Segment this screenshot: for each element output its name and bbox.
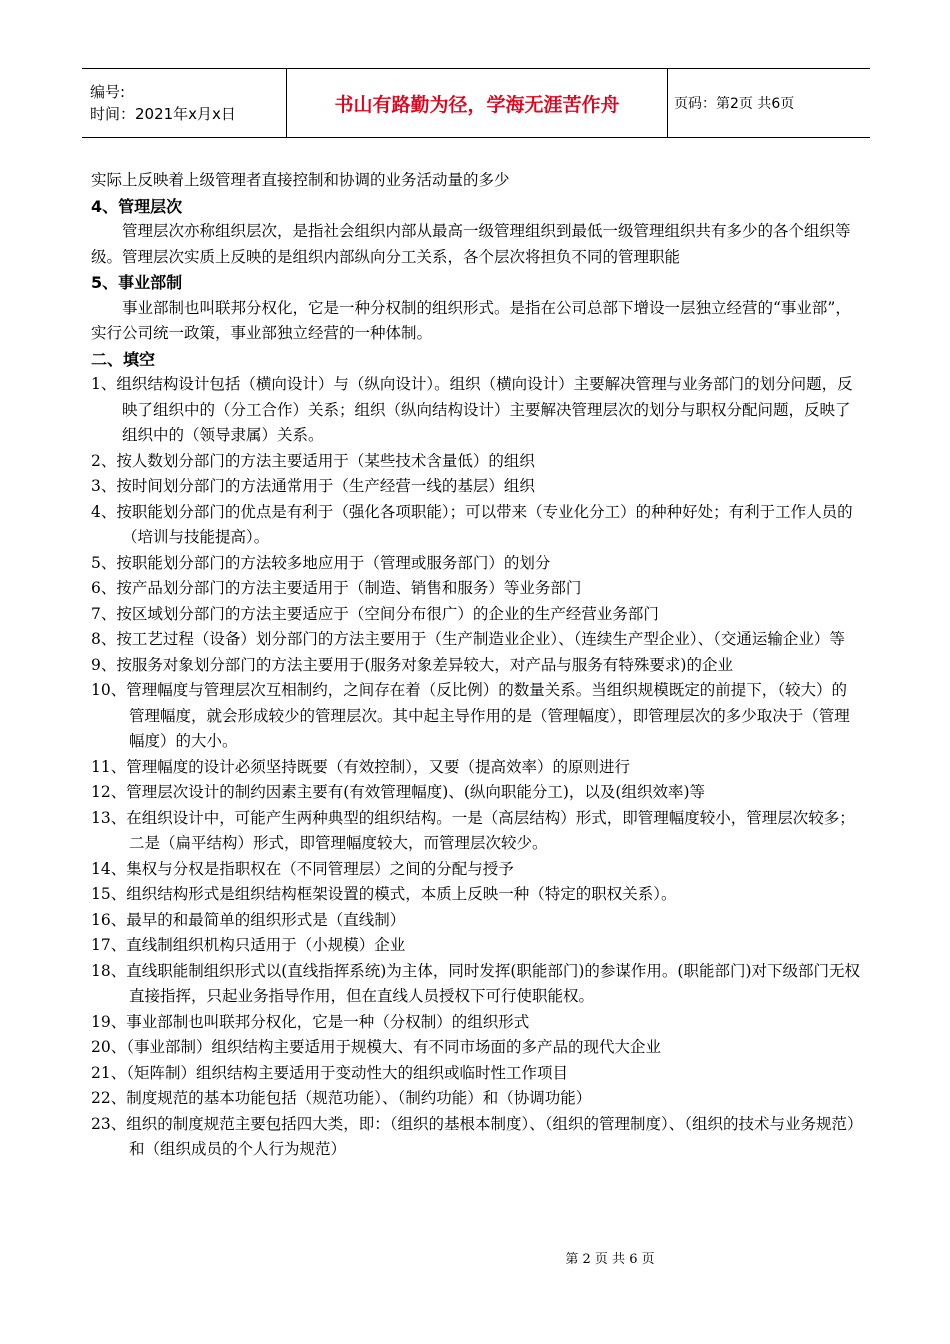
- list-item: 5、按职能划分部门的方法较多地应用于（管理或服务部门）的划分: [91, 553, 551, 572]
- doc-number-label: 编号:: [90, 83, 126, 101]
- list-item: 22、制度规范的基本功能包括（规范功能）、（制约功能）和（协调功能）: [91, 1089, 592, 1107]
- list-item: 8、按工艺过程（设备）划分部门的方法主要用于（生产制造业企业）、（连续生产型企业）、（交通运输企业）等: [91, 630, 845, 648]
- header-meta: [82, 69, 287, 137]
- list-item: 19、事业部制也叫联邦分权化，它是一种（分权制）的组织形式: [91, 1012, 530, 1031]
- section-heading: 二、填空: [91, 349, 156, 369]
- header-motto: 书山有路勤为径，学海无涯苦作舟: [287, 69, 668, 137]
- paragraph: 实际上反映着上级管理者直接控制和协调的业务活动量的多少: [91, 171, 510, 189]
- list-item: 2、按人数划分部门的方法主要适用于（某些技术含量低）的组织: [91, 451, 535, 470]
- list-item: 13、在组织设计中，可能产生两种典型的组织结构。一是（高层结构）形式，即管理幅度较小，管理层次较多；二是（扁平结构）形式，即管理幅度较大，而管理层次较少。: [91, 808, 855, 852]
- doc-time-label: 时间：2021年x月x日: [90, 105, 236, 123]
- document-body: [91, 168, 861, 1163]
- list-item: 14、集权与分权是指职权在（不同管理层）之间的分配与授予: [91, 859, 514, 878]
- list-item: 9、按服务对象划分部门的方法主要用于(服务对象差异较大，对产品与服务有特殊要求)的企业: [91, 655, 733, 674]
- list-item: 20、（事业部制）组织结构主要适用于规模大、有不同市场面的多产品的现代大企业: [91, 1038, 661, 1056]
- page-header: [82, 68, 870, 138]
- list-item: 10、管理幅度与管理层次互相制约，之间存在着（反比例）的数量关系。当组织规模既定的前提下，（较大）的管理幅度，就会形成较少的管理层次。其中起主导作用的是（管理幅度），即管理层次的多少取决于（管理幅度）的大小。: [91, 681, 850, 750]
- list-item: 15、组织结构形式是组织结构框架设置的模式，本质上反映一种（特定的职权关系）。: [91, 885, 677, 903]
- list-item: 12、管理层次设计的制约因素主要有(有效管理幅度)、(纵向职能分工)，以及(组织效率)等: [91, 783, 706, 801]
- list-item: 3、按时间划分部门的方法通常用于（生产经营一线的基层）组织: [91, 477, 535, 495]
- list-item: 11、管理幅度的设计必须坚持既要（有效控制），又要（提高效率）的原则进行: [91, 757, 630, 776]
- list-item: 1、组织结构设计包括（横向设计）与（纵向设计）。组织（横向设计）主要解决管理与业务部门的划分问题，反映了组织中的（分工合作）关系；组织（纵向结构设计）主要解决管理层次的划分与职权分配问题，反映了组织中的（领导隶属）关系。: [91, 375, 853, 444]
- paragraph: 管理层次亦称组织层次，是指社会组织内部从最高一级管理组织到最低一级管理组织共有多少的各个组织等级。管理层次实质上反映的是组织内部纵向分工关系，各个层次将担负不同的管理职能: [91, 222, 851, 266]
- list-item: 21、（矩阵制）组织结构主要适用于变动性大的组织或临时性工作项目: [91, 1063, 568, 1082]
- list-item: 4、按职能划分部门的优点是有利于（强化各项职能）；可以带来（专业化分工）的种种好处；有利于工作人员的（培训与技能提高）。: [91, 502, 853, 546]
- header-page-label: 页码：第2页 共6页: [674, 96, 795, 112]
- page-footer: 第 2 页 共 6 页: [565, 1252, 655, 1267]
- paragraph: 事业部制也叫联邦分权化，它是一种分权制的组织形式。是指在公司总部下增设一层独立经营的“事业部”，实行公司统一政策，事业部独立经营的一种体制。: [91, 298, 851, 342]
- list-item: 7、按区域划分部门的方法主要适应于（空间分布很广）的企业的生产经营业务部门: [91, 604, 659, 623]
- list-item: 16、最早的和最简单的组织形式是（直线制）: [91, 910, 406, 929]
- list-item: 18、直线职能制组织形式以(直线指挥系统)为主体，同时发挥(职能部门)的参谋作用。(职能部门)对下级部门无权直接指挥，只起业务指导作用，但在直线人员授权下可行使职能权。: [91, 961, 861, 1005]
- section-heading: 5、事业部制: [91, 273, 183, 292]
- section-heading: 4、管理层次: [91, 196, 183, 216]
- list-item: 17、直线制组织机构只适用于（小规模）企业: [91, 936, 406, 954]
- list-item: 23、组织的制度规范主要包括四大类，即：（组织的基根本制度）、（组织的管理制度）、（组织的技术与业务规范）和（组织成员的个人行为规范）: [91, 1114, 855, 1158]
- list-item: 6、按产品划分部门的方法主要适用于（制造、销售和服务）等业务部门: [91, 579, 582, 597]
